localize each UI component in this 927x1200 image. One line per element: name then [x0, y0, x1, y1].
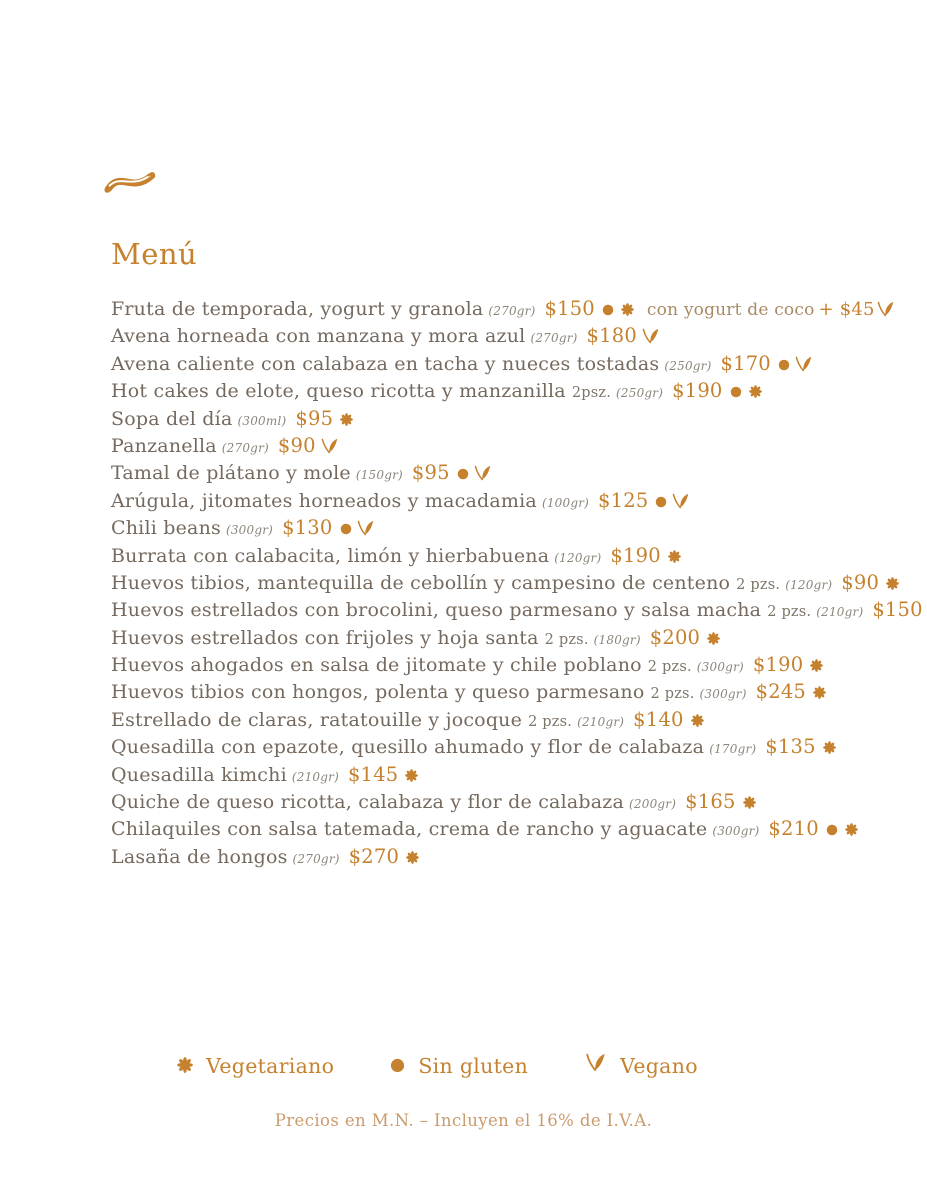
item-weight: (270gr) [530, 331, 578, 346]
vegetarian-icon [621, 303, 634, 316]
legend-label: Vegano [620, 1053, 698, 1078]
gluten-free-icon [655, 496, 667, 508]
menu-item [111, 788, 927, 815]
vegetarian-icon [749, 385, 762, 398]
item-weight: (250gr) [664, 358, 712, 373]
item-weight: (210gr) [816, 605, 864, 620]
item-name: Huevos tibios con hongos, polenta y queso parmesano [111, 681, 645, 704]
menu-item [111, 596, 927, 623]
item-price: $190 [752, 653, 804, 677]
menu-item [111, 624, 927, 651]
item-quantity: 2 pzs. [736, 576, 781, 593]
gluten-free-icon [602, 304, 614, 316]
item-weight: (270gr) [221, 440, 269, 455]
legend-label: Sin gluten [418, 1053, 529, 1078]
item-weight: (270gr) [488, 304, 536, 318]
item-name: Lasaña de hongos [111, 845, 288, 868]
menu-item [111, 815, 927, 842]
legend-item [177, 1053, 334, 1078]
item-price: $180 [586, 324, 637, 348]
item-quantity: 2 pzs. [647, 659, 692, 676]
menu-item [111, 651, 927, 678]
vegetarian-icon [845, 823, 858, 836]
item-weight: (300gr) [696, 660, 744, 675]
item-name: Burrata con calabacita, limón y hierbabuena [111, 544, 550, 567]
item-name: Chilaquiles con salsa tatemada, crema de rancho y aguacate [111, 818, 708, 841]
item-name: Fruta de temporada, yogurt y granola [111, 298, 484, 320]
item-weight: (170gr) [709, 742, 757, 757]
item-name: Hot cakes de elote, queso ricotta y manzanilla [111, 380, 566, 403]
vegetarian-icon [177, 1057, 193, 1073]
item-extra-price: + $45 [818, 299, 875, 320]
item-price: $140 [633, 707, 684, 731]
item-price: $135 [765, 735, 816, 759]
item-weight: (270gr) [292, 851, 340, 866]
menu-item [111, 843, 927, 870]
legend-icon [390, 1054, 405, 1078]
item-name: Avena horneada con manzana y mora azul [111, 325, 526, 348]
menu-list [111, 295, 927, 870]
item-price: $190 [610, 543, 661, 567]
legend-icon [584, 1053, 607, 1078]
item-extra-text: con yogurt de coco [646, 300, 815, 320]
menu-item [111, 514, 927, 541]
vegetarian-icon [340, 413, 353, 426]
item-icons [450, 462, 492, 484]
gluten-free-icon [390, 1058, 405, 1073]
item-name: Arúgula, jitomates horneados y macadamia [111, 489, 537, 512]
legend [0, 1053, 927, 1078]
menu-item [111, 487, 927, 514]
item-price: $190 [672, 379, 723, 403]
item-price: $125 [598, 488, 649, 512]
vegan-icon [356, 520, 375, 537]
item-icons [333, 408, 353, 430]
menu-item [111, 377, 927, 404]
item-icons [723, 380, 762, 402]
item-price: $95 [411, 461, 450, 485]
vegan-icon [641, 328, 660, 345]
item-quantity: 2 pzs. [528, 713, 573, 730]
item-price: $200 [649, 625, 701, 649]
vegan-icon [473, 465, 492, 482]
menu-item [111, 569, 927, 596]
menu-item [111, 733, 927, 760]
vegetarian-icon [813, 686, 826, 699]
item-icons [684, 709, 704, 731]
item-weight: (150gr) [355, 468, 403, 483]
item-icons [923, 599, 927, 621]
gluten-free-icon [826, 824, 838, 836]
menu-item [111, 432, 927, 459]
item-quantity: 2psz. [571, 385, 612, 402]
item-icons [806, 681, 826, 703]
item-price: $210 [768, 817, 819, 841]
vegetarian-icon [886, 577, 899, 590]
item-weight: (210gr) [577, 714, 625, 729]
item-price: $150 [872, 598, 923, 622]
vegetarian-icon [823, 741, 836, 754]
legend-row [177, 1053, 698, 1078]
item-weight: (300gr) [699, 687, 747, 702]
vegan-icon [584, 1053, 607, 1073]
item-weight: (120gr) [785, 577, 833, 592]
page-title: Menú [111, 237, 198, 271]
vegan-icon [794, 356, 813, 373]
menu-item [111, 405, 927, 432]
menu-item [111, 678, 927, 705]
gluten-free-icon [340, 523, 352, 535]
item-price: $270 [348, 844, 400, 868]
item-weight: (300gr) [712, 824, 760, 839]
menu-item [111, 459, 927, 486]
item-icons [333, 517, 375, 539]
item-price: $150 [544, 297, 595, 320]
menu-item [111, 761, 927, 788]
item-price: $170 [720, 351, 771, 375]
item-weight: (300ml) [237, 413, 287, 428]
item-icons [816, 736, 836, 758]
item-icons [316, 435, 339, 457]
item-price: $130 [282, 516, 333, 540]
item-quantity: 2 pzs. [767, 604, 812, 621]
item-name: Estrellado de claras, ratatouille y jocoque [111, 708, 523, 731]
vegetarian-icon [406, 851, 419, 864]
gluten-free-icon [730, 386, 742, 398]
legend-item [390, 1053, 528, 1078]
item-price: $165 [685, 790, 736, 814]
item-name: Huevos ahogados en salsa de jitomate y chile poblano [111, 654, 642, 677]
item-name: Huevos tibios, mantequilla de cebollín y campesino de centeno [111, 571, 731, 594]
item-name: Quesadilla con epazote, quesillo ahumado y flor de calabaza [111, 736, 705, 759]
item-name: Huevos estrellados con frijoles y hoja santa [111, 626, 539, 649]
item-weight: (250gr) [616, 386, 664, 401]
legend-icon [177, 1054, 193, 1078]
item-name: Huevos estrellados con brocolini, queso parmesano y salsa macha [111, 599, 762, 622]
vegetarian-icon [707, 632, 720, 645]
item-icons [879, 572, 899, 594]
item-extra [647, 300, 895, 320]
item-price: $245 [755, 680, 807, 704]
item-name: Quesadilla kimchi [111, 763, 287, 786]
item-price: $90 [841, 570, 880, 594]
footer-note: Precios en M.N. – Incluyen el 16% de I.V.A. [274, 1111, 653, 1130]
item-icons [700, 627, 720, 649]
menu-item [111, 542, 927, 569]
item-weight: (300gr) [225, 523, 274, 538]
menu-item [111, 706, 927, 733]
item-icons [648, 490, 690, 512]
vegetarian-icon [668, 550, 681, 563]
item-icons [595, 298, 634, 320]
item-name: Avena caliente con calabaza en tacha y nueces tostadas [111, 352, 660, 375]
item-icons [736, 791, 756, 813]
item-price: $145 [347, 762, 399, 786]
legend-label: Vegetariano [206, 1053, 335, 1078]
calligraphic-swash-icon [103, 164, 167, 198]
menu-item [111, 295, 927, 322]
item-icons [398, 764, 418, 786]
item-icons [771, 353, 813, 375]
vegetarian-icon [691, 714, 704, 727]
menu-item [111, 322, 927, 349]
item-weight: (100gr) [541, 495, 590, 510]
gluten-free-icon [457, 468, 469, 480]
item-weight: (210gr) [291, 769, 339, 784]
item-name: Quiche de queso ricotta, calabaza y flor de calabaza [111, 791, 625, 814]
vegetarian-icon [743, 796, 756, 809]
menu-item [111, 350, 927, 377]
item-weight: (180gr) [593, 632, 641, 647]
item-icons [819, 818, 858, 840]
item-name: Chili beans [111, 517, 221, 540]
gluten-free-icon [778, 359, 790, 371]
vegan-icon [320, 438, 339, 455]
item-name: Panzanella [111, 434, 217, 457]
item-icons [661, 545, 681, 567]
item-price: $95 [295, 406, 334, 430]
vegetarian-icon [405, 769, 418, 782]
item-quantity: 2 pzs. [544, 631, 589, 648]
item-icons [399, 846, 419, 868]
item-weight: (200gr) [629, 797, 677, 812]
item-weight: (120gr) [554, 550, 602, 565]
item-extra-icons [875, 300, 895, 320]
item-price: $90 [277, 433, 316, 457]
item-name: Tamal de plátano y mole [111, 462, 351, 485]
item-quantity: 2 pzs. [650, 686, 695, 703]
item-name: Sopa del día [111, 407, 233, 430]
item-icons [803, 654, 823, 676]
vegan-icon [671, 493, 690, 510]
legend-item [584, 1053, 698, 1078]
item-icons [637, 325, 660, 347]
vegan-icon [876, 301, 895, 318]
vegetarian-icon [810, 659, 823, 672]
